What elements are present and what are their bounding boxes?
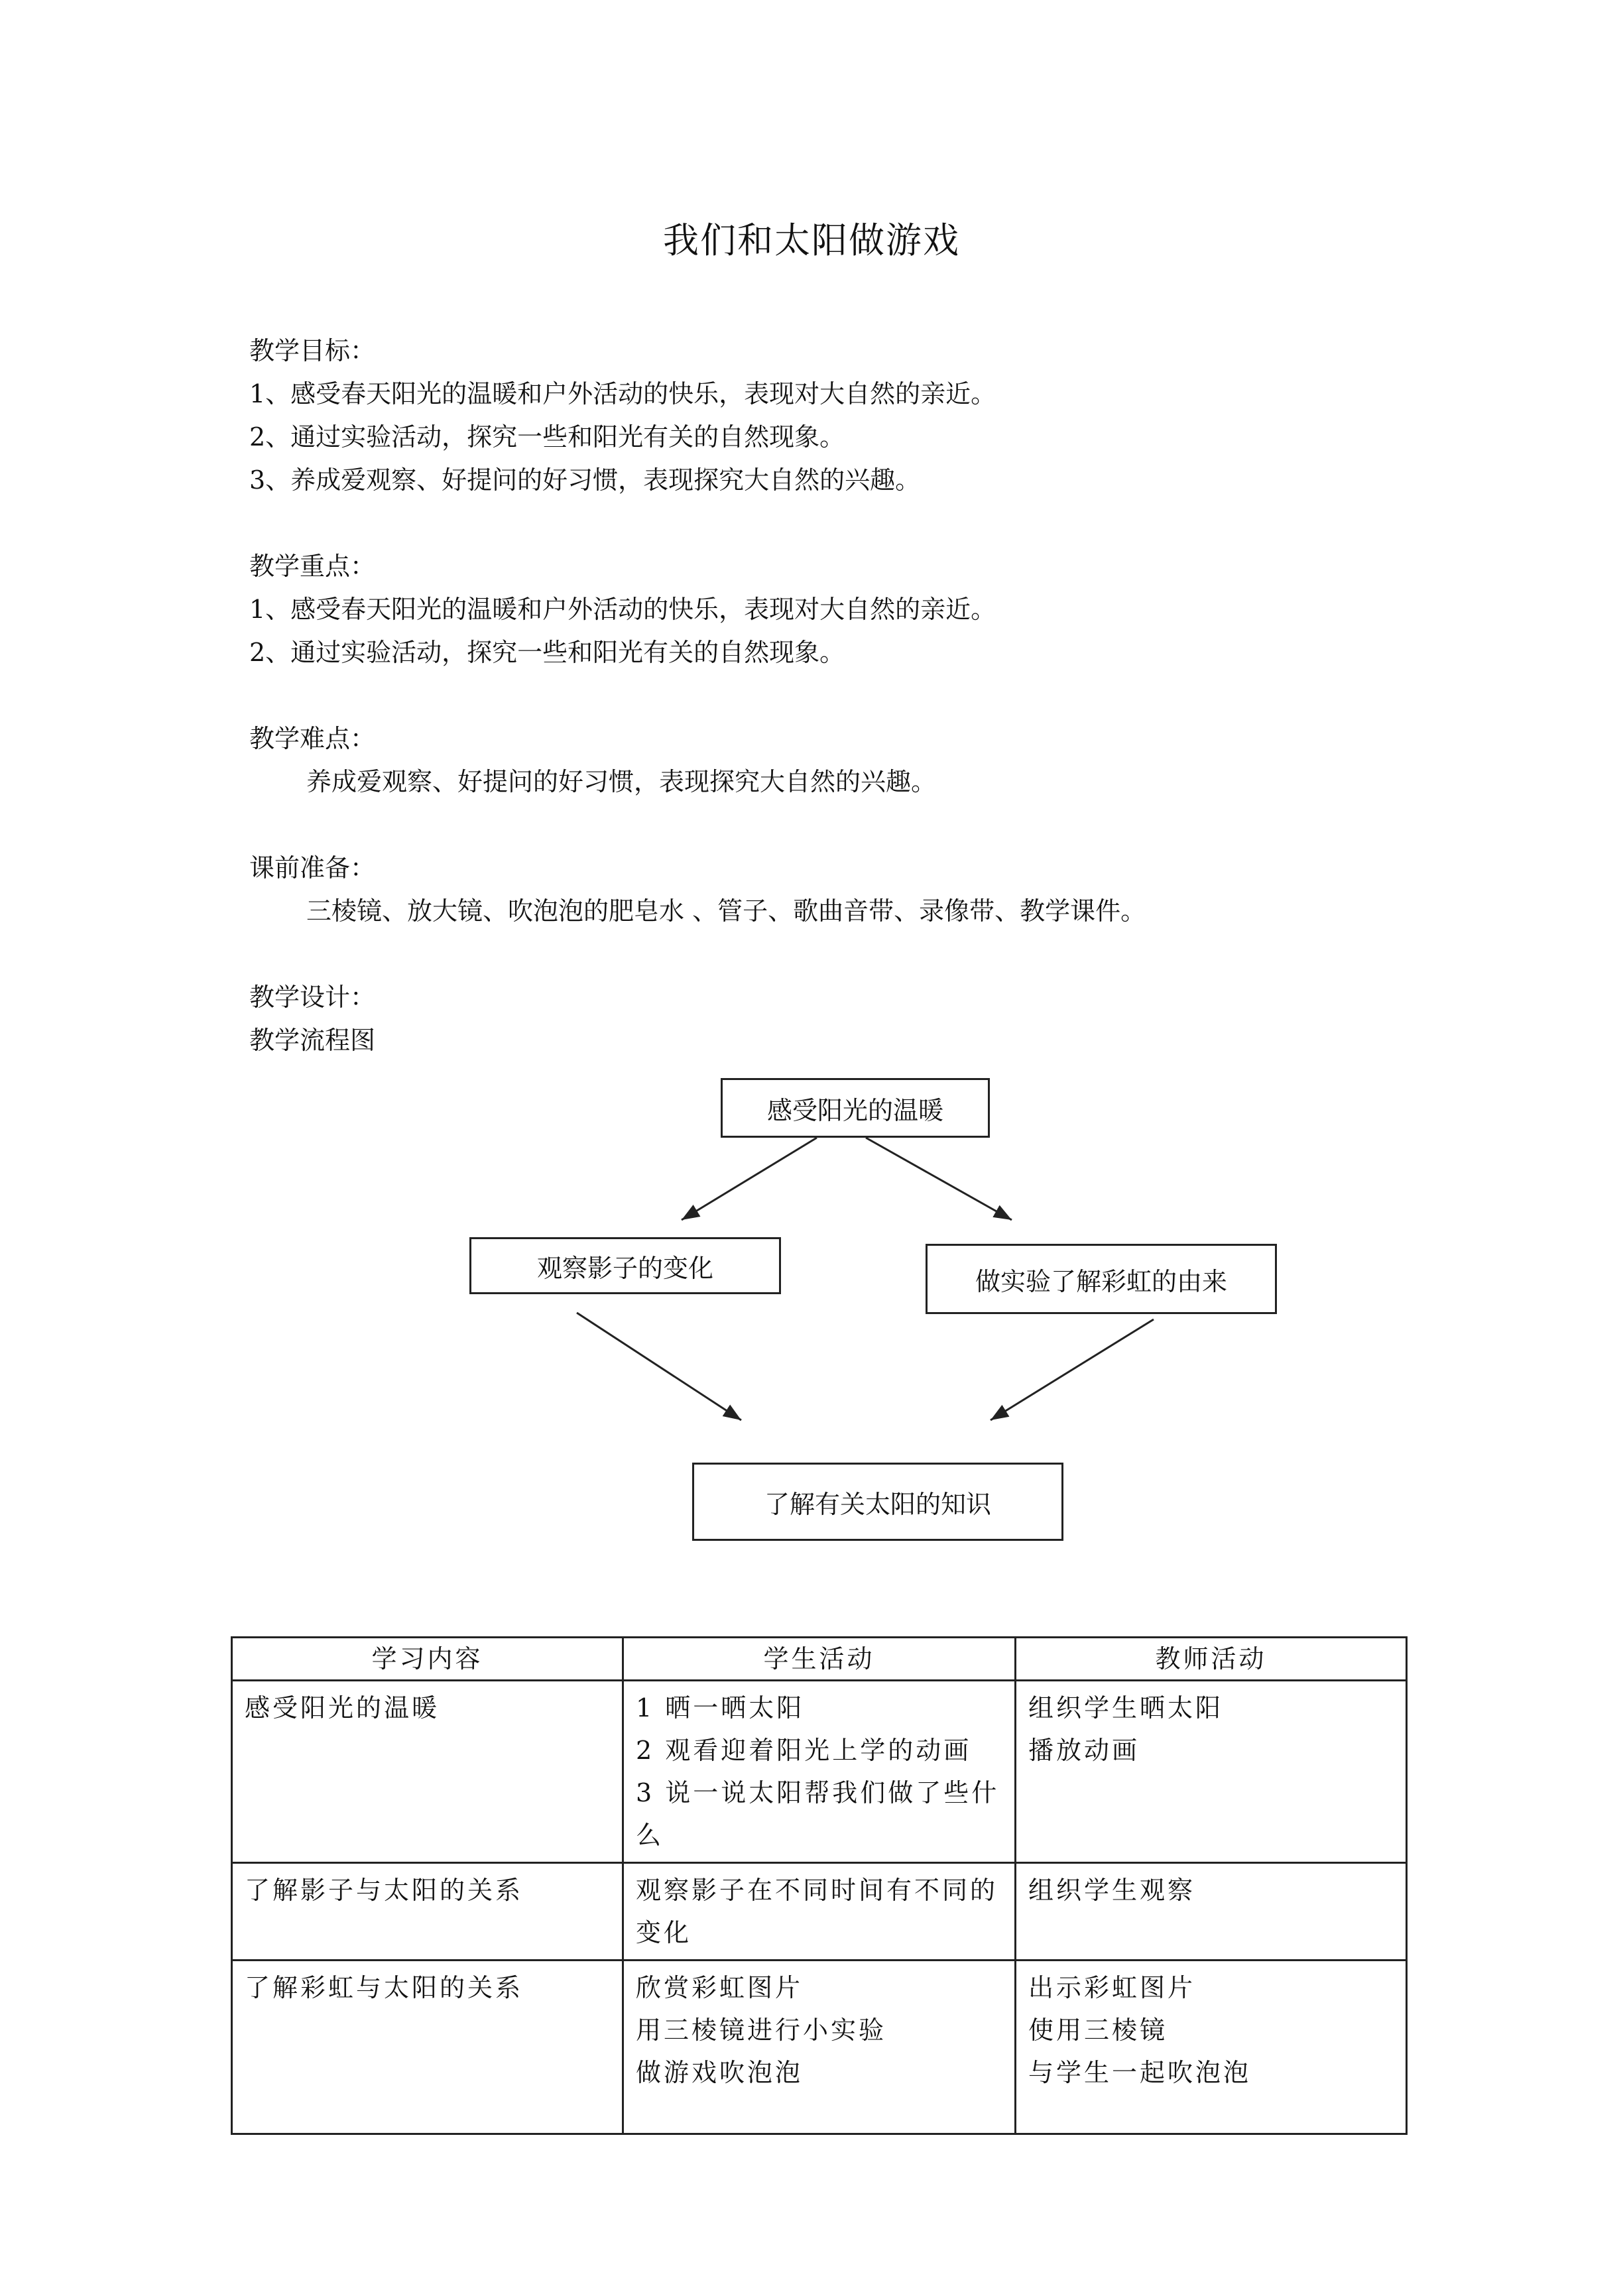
student-activity: 3 说一说太阳帮我们做了些什么	[636, 1778, 1000, 1850]
cell-student	[623, 1681, 1016, 1863]
teacher-activity: 组织学生观察	[1028, 1876, 1196, 1905]
cell-student	[623, 1863, 1016, 1961]
cell-content: 感受阳光的温暖	[232, 1681, 623, 1863]
flow-heading: 教学流程图	[249, 1026, 376, 1055]
student-activity: 观察影子在不同时间有不同的变化	[636, 1876, 998, 1947]
student-activity: 做游戏吹泡泡	[636, 2058, 804, 2087]
objective-item-2: 2、通过实验活动，探究一些和阳光有关的自然现象。	[249, 422, 845, 452]
teacher-activity: 使用三棱镜	[1028, 2016, 1168, 2045]
objective-item-1: 1、感受春天阳光的温暖和户外活动的快乐，表现对大自然的亲近。	[249, 379, 996, 408]
difficulties-text: 养成爱观察、好提问的好习惯，表现探究大自然的兴趣。	[306, 767, 937, 796]
teacher-activity: 播放动画	[1028, 1736, 1140, 1765]
table-row	[232, 1961, 1407, 2134]
arrow-right-to-bottom	[991, 1319, 1154, 1420]
cell-teacher	[1016, 1681, 1407, 1863]
table-row	[232, 1863, 1407, 1961]
flow-box-top: 感受阳光的温暖	[721, 1078, 990, 1138]
arrow-top-to-right	[866, 1138, 1012, 1220]
student-activity: 用三棱镜进行小实验	[636, 2016, 887, 2045]
design-heading: 教学设计：	[249, 983, 376, 1012]
cell-content: 了解彩虹与太阳的关系	[232, 1961, 623, 2134]
arrow-top-to-left	[682, 1138, 817, 1220]
page-title: 我们和太阳做游戏	[663, 219, 960, 261]
cell-content: 了解影子与太阳的关系	[232, 1863, 623, 1961]
difficulties-heading: 教学难点：	[249, 724, 376, 753]
key-point-item-2: 2、通过实验活动，探究一些和阳光有关的自然现象。	[249, 638, 845, 667]
preparation-heading: 课前准备：	[249, 853, 376, 882]
student-activity: 2 观看迎着阳光上学的动画	[636, 1736, 972, 1765]
column-header-teacher: 教师活动	[1016, 1638, 1407, 1681]
flow-box-right: 做实验了解彩虹的由来	[926, 1244, 1277, 1314]
lesson-table	[231, 1636, 1408, 2135]
teacher-activity: 与学生一起吹泡泡	[1028, 2058, 1252, 2087]
cell-student	[623, 1961, 1016, 2134]
objectives-heading: 教学目标：	[249, 336, 376, 365]
column-header-content: 学习内容	[232, 1638, 623, 1681]
student-activity: 欣赏彩虹图片	[636, 1973, 804, 2002]
objective-item-3: 3、养成爱观察、好提问的好习惯，表现探究大自然的兴趣。	[249, 465, 921, 495]
teacher-activity: 组织学生晒太阳	[1028, 1693, 1224, 1722]
teacher-activity: 出示彩虹图片	[1028, 1973, 1196, 2002]
table-header-row	[232, 1638, 1407, 1681]
preparation-text: 三棱镜、放大镜、吹泡泡的肥皂水 、管子、歌曲音带、录像带、教学课件。	[306, 896, 1146, 926]
arrow-left-to-bottom	[577, 1313, 741, 1420]
cell-teacher	[1016, 1863, 1407, 1961]
key-point-item-1: 1、感受春天阳光的温暖和户外活动的快乐，表现对大自然的亲近。	[249, 595, 996, 624]
flow-box-bottom: 了解有关太阳的知识	[692, 1463, 1063, 1541]
flow-box-left: 观察影子的变化	[469, 1237, 781, 1294]
table-row	[232, 1681, 1407, 1863]
key-points-heading: 教学重点：	[249, 552, 376, 581]
cell-teacher	[1016, 1961, 1407, 2134]
student-activity: 1 晒一晒太阳	[636, 1693, 805, 1722]
column-header-student: 学生活动	[623, 1638, 1016, 1681]
